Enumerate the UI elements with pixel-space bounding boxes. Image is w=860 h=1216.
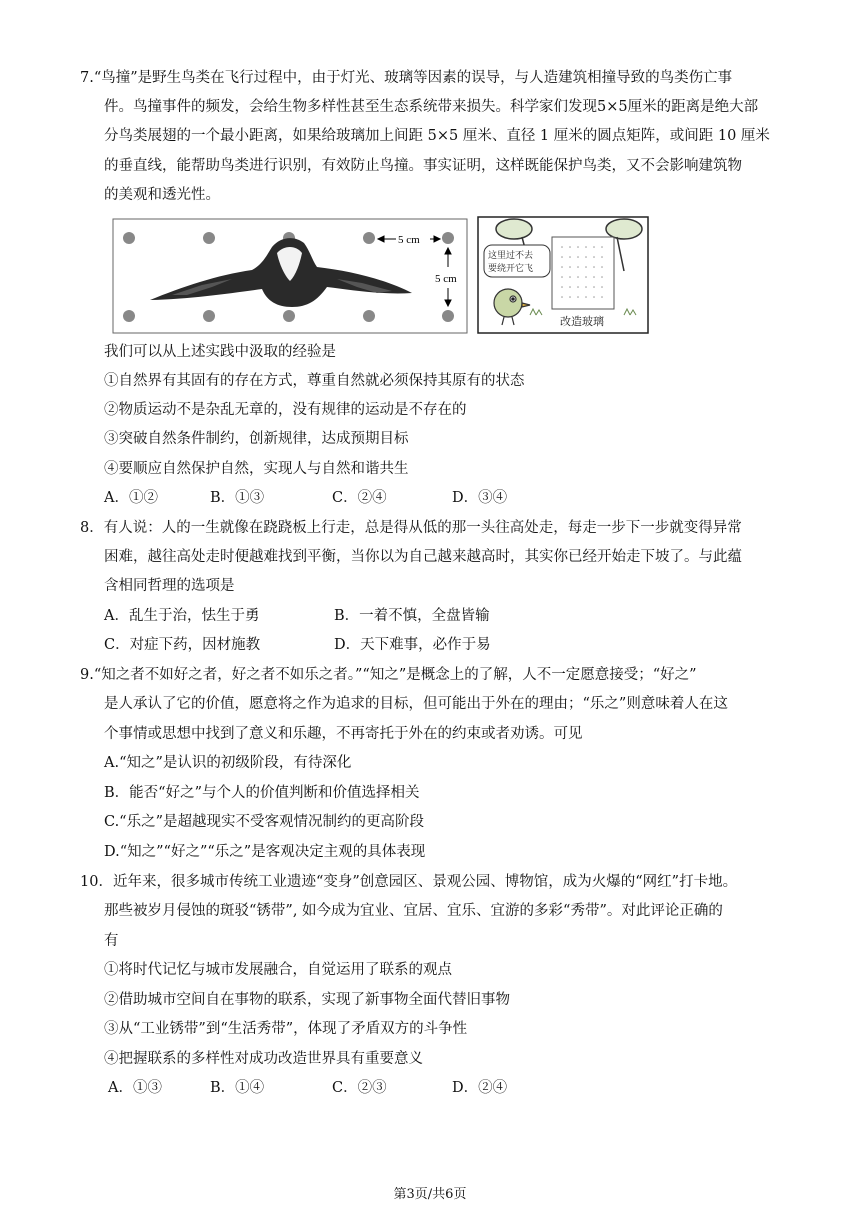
q7-option-a[interactable]: A．①② (104, 490, 158, 506)
q7-statement-4: ④要顺应自然保护自然，实现人与自然和谐共生 (104, 461, 409, 477)
q10-option-a[interactable]: A．①③ (108, 1080, 162, 1096)
bubble-line-1: 这里过不去 (488, 251, 534, 261)
q8-line-1: 8．有人说：人的一生就像在跷跷板上行走，总是得从低的那一头往高处走，每走一步下一步就变得异常 (80, 520, 742, 536)
q8-line-3: 含相同哲理的选项是 (104, 578, 235, 594)
q8-option-d[interactable]: D．天下难事，必作于易 (334, 637, 491, 653)
q7-option-c[interactable]: C．②④ (332, 490, 387, 506)
q10-statement-1: ①将时代记忆与城市发展融合，自觉运用了联系的观点 (104, 962, 452, 978)
q10-option-c[interactable]: C．②③ (332, 1080, 387, 1096)
cartoon-sign: 改造玻璃 (560, 315, 604, 328)
q7-statement-2: ②物质运动不是杂乱无章的，没有规律的运动是不存在的 (104, 402, 467, 418)
q10-option-d[interactable]: D．②④ (452, 1080, 508, 1096)
q10-line-1: 10．近年来，很多城市传统工业遗迹“变身”创意园区、景观公园、博物馆，成为火爆的“网红”打卡地。 (80, 874, 738, 890)
q7-line-4: 的垂直线，能帮助鸟类进行识别，有效防止鸟撞。事实证明，这样既能保护鸟类，又不会影响建筑物 (104, 158, 742, 174)
q8-line-2: 困难，越往高处走时便越难找到平衡，当你以为自己越来越高时，其实你已经开始走下坡了。与此蕴 (104, 549, 742, 565)
q10-statement-2: ②借助城市空间自在事物的联系，实现了新事物全面代替旧事物 (104, 992, 510, 1008)
q9-line-1: 9.“知之者不如好之者，好之者不如乐之者。”“知之”是概念上的了解，人不一定愿意接受；“好之” (80, 667, 697, 683)
q7-statement-3: ③突破自然条件制约，创新规律，达成预期目标 (104, 431, 409, 447)
q7-line-5: 的美观和透光性。 (104, 187, 220, 203)
q7-stem: 我们可以从上述实践中汲取的经验是 (104, 344, 336, 360)
q7-line-2: 件。鸟撞事件的频发，会给生物多样性甚至生态系统带来损失。科学家们发现5×5厘米的距离是绝大部 (104, 99, 759, 115)
q7-option-d[interactable]: D．③④ (452, 490, 508, 506)
q8-option-c[interactable]: C．对症下药，因材施教 (104, 637, 261, 653)
q10-line-3: 有 (104, 933, 119, 949)
q7-option-b[interactable]: B．①③ (210, 490, 265, 506)
q7-statement-1: ①自然界有其固有的存在方式，尊重自然就必须保持其原有的状态 (104, 373, 525, 389)
figure-svg (112, 215, 652, 337)
bubble-line-2: 要绕开它飞 (488, 264, 534, 274)
q10-option-b[interactable]: B．①④ (210, 1080, 265, 1096)
q9-option-d[interactable]: D.“知之”“好之”“乐之”是客观决定主观的具体表现 (104, 844, 426, 860)
q7-line-1: 7.“鸟撞”是野生鸟类在飞行过程中，由于灯光、玻璃等因素的误导，与人造建筑相撞导致的鸟类伤亡事 (80, 70, 733, 86)
page-footer: 第3页/共6页 (393, 1187, 467, 1202)
q9-line-2: 是人承认了它的价值，愿意将之作为追求的目标，但可能出于外在的理由；“乐之”则意味着人在这 (104, 696, 728, 712)
q10-line-2: 那些被岁月侵蚀的斑驳“锈带”, 如今成为宜业、宜居、宜乐、宜游的多彩“秀带”。对此评论正确的 (104, 903, 723, 919)
q9-option-b[interactable]: B．能否“好之”与个人的价值判断和价值选择相关 (104, 785, 420, 801)
q8-option-b[interactable]: B．一着不慎，全盘皆输 (334, 608, 490, 624)
vertical-spacing-label: 5 cm (435, 273, 457, 285)
q10-statement-3: ③从“工业锈带”到“生活秀带”，体现了矛盾双方的斗争性 (104, 1021, 468, 1037)
q9-option-c[interactable]: C.“乐之”是超越现实不受客观情况制约的更高阶段 (104, 814, 425, 830)
q10-statement-4: ④把握联系的多样性对成功改造世界具有重要意义 (104, 1051, 423, 1067)
q8-option-a[interactable]: A．乱生于治，怯生于勇 (104, 608, 260, 624)
horizontal-spacing-label: 5 cm (398, 234, 420, 246)
q9-option-a[interactable]: A.“知之”是认识的初级阶段，有待深化 (104, 755, 352, 771)
q7-line-3: 分鸟类展翅的一个最小距离，如果给玻璃加上间距 5×5 厘米、直径 1 厘米的圆点矩阵，或间距 10 厘米 (104, 128, 770, 144)
bird-collision-figure (112, 215, 652, 337)
q9-line-3: 个事情或思想中找到了意义和乐趣，不再寄托于外在的约束或者劝诱。可见 (104, 726, 583, 742)
